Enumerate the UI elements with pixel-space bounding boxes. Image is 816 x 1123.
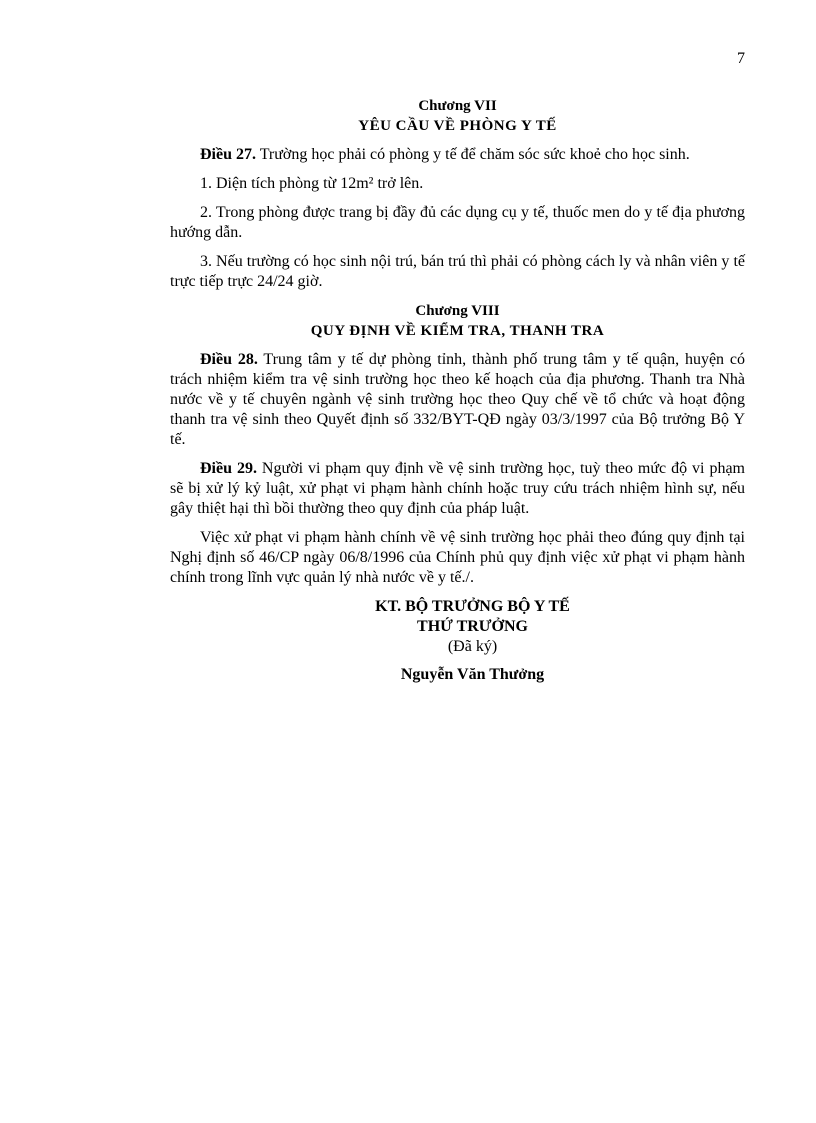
chapter-8-title: QUY ĐỊNH VỀ KIỂM TRA, THANH TRA <box>310 323 605 339</box>
article-29 <box>170 459 745 519</box>
signature-signed: (Đã ký) <box>447 638 498 655</box>
closing-paragraph: Việc xử phạt vi phạm hành chính về vệ sinh trường học phải theo đúng quy định tại Nghị định số 46/CP ngày 06/8/1996 của Chính phủ quy định việc xử phạt vi phạm hành chính trong lĩnh vực quản lý nhà nước về y tế./. <box>170 529 745 586</box>
signature-role: THỨ TRƯỞNG <box>417 618 528 635</box>
chapter-7-label: Chương VII <box>418 98 497 114</box>
chapter-7-title: YÊU CẦU VỀ PHÒNG Y TẾ <box>358 118 557 134</box>
article-28 <box>170 350 745 450</box>
chapter-8-label: Chương VIII <box>415 303 500 319</box>
article-27 <box>170 145 745 165</box>
article-27-item-2: 2. Trong phòng được trang bị đầy đủ các dụng cụ y tế, thuốc men do y tế địa phương hướng dẫn. <box>170 204 745 241</box>
article-28-text: Trung tâm y tế dự phòng tỉnh, thành phố trung tâm y tế quận, huyện có trách nhiệm kiểm tra vệ sinh trường học theo kế hoạch của địa phương. Thanh tra Nhà nước về y tế chuyên ngành vệ sinh trường học theo Quy chế về tổ chức và hoạt động thanh tra vệ sinh theo Quyết định số 332/BYT-QĐ ngày 03/3/1997 của Bộ trưởng Bộ Y tế. <box>170 351 746 448</box>
article-29-heading: Điều 29. <box>200 460 257 477</box>
article-27-heading: Điều 27. <box>200 146 256 163</box>
article-27-item-1: 1. Diện tích phòng từ 12m² trở lên. <box>200 175 424 192</box>
document-body <box>170 96 745 685</box>
article-29-text: Người vi phạm quy định về vệ sinh trường học, tuỳ theo mức độ vi phạm sẽ bị xử lý kỷ luật, xử phạt vi phạm hành chính hoặc truy cứu trách nhiệm hình sự, nếu gây thiệt hại thì bồi thường theo quy định của pháp luật. <box>170 460 746 517</box>
signer-name: Nguyễn Văn Thưởng <box>400 666 545 683</box>
article-27-item-3: 3. Nếu trường có học sinh nội trú, bán trú thì phải có phòng cách ly và nhân viên y tế trực tiếp trực 24/24 giờ. <box>170 253 745 290</box>
page-number: 7 <box>737 50 745 67</box>
signature-title: KT. BỘ TRƯỞNG BỘ Y TẾ <box>375 598 570 615</box>
article-28-heading: Điều 28. <box>200 351 258 368</box>
article-27-text: Trường học phải có phòng y tế để chăm sóc sức khoẻ cho học sinh. <box>256 146 690 163</box>
